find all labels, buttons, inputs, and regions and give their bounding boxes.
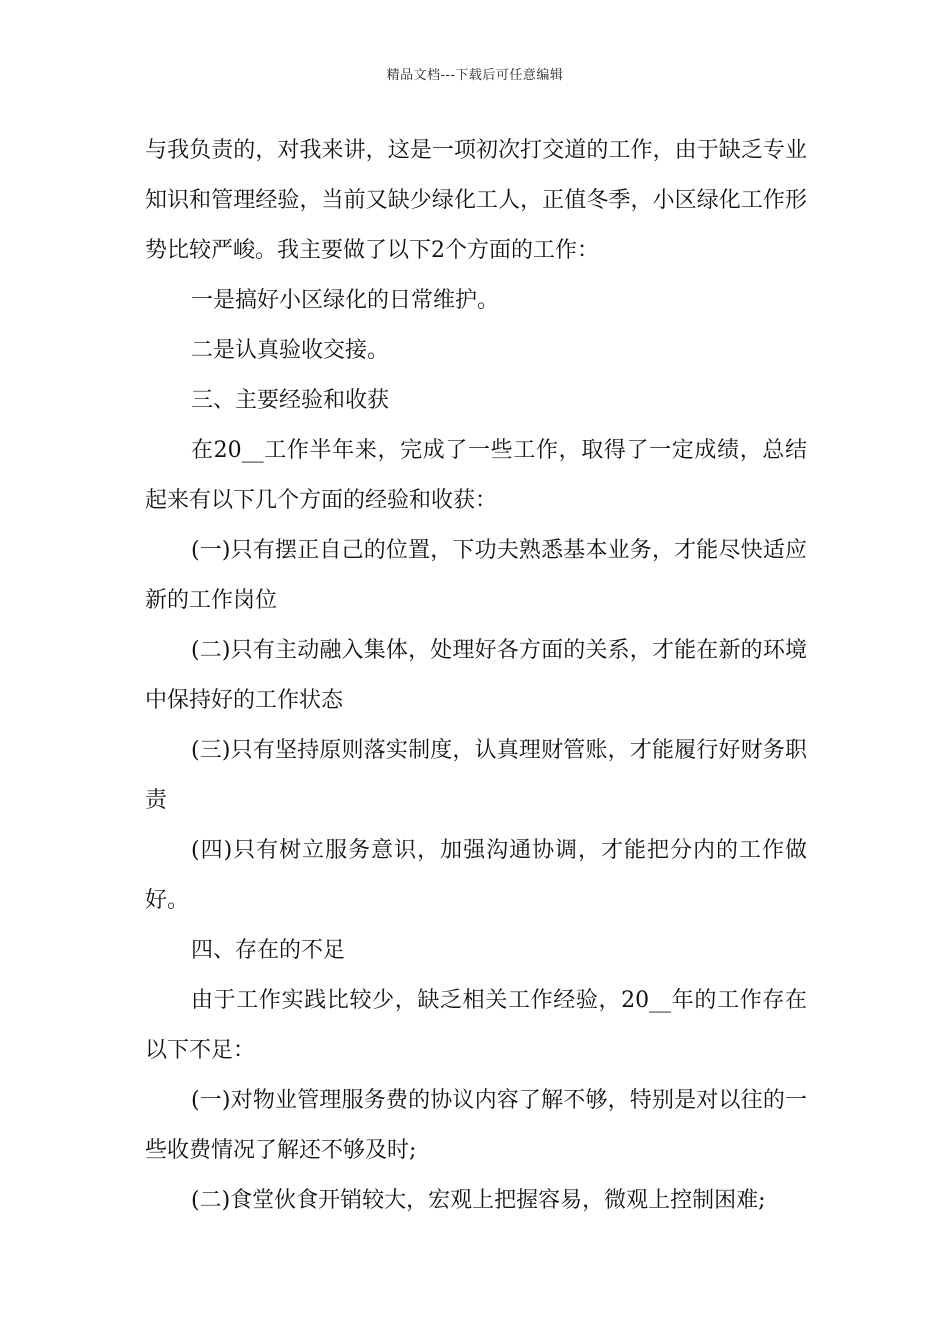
list-item: (三)只有坚持原则落实制度，认真理财管账，才能履行好财务职责 [145, 738, 807, 813]
paragraph: 与我负责的，对我来讲，这是一项初次打交道的工作，由于缺乏专业知识和管理经验，当前又缺少绿化工人，正值冬季，小区绿化工作形势比较严峻。我主要做了以下2个方面的工作： [145, 138, 807, 263]
paragraph: 由于工作实践比较少，缺乏相关工作经验，20__年的工作存在以下不足： [145, 988, 807, 1063]
section-heading: 三、主要经验和收获 [191, 388, 390, 413]
section-heading: 四、存在的不足 [191, 938, 346, 963]
paragraph: 二是认真验收交接。 [191, 338, 390, 363]
paragraph: 在20__工作半年来，完成了一些工作，取得了一定成绩，总结起来有以下几个方面的经验和收获： [145, 438, 807, 513]
document-body [145, 126, 807, 1226]
list-item: (四)只有树立服务意识，加强沟通协调，才能把分内的工作做好。 [145, 838, 807, 913]
list-item: (二)食堂伙食开销较大，宏观上把握容易，微观上控制困难; [191, 1188, 766, 1213]
paragraph: 一是搞好小区绿化的日常维护。 [191, 288, 500, 313]
list-item: (一)只有摆正自己的位置，下功夫熟悉基本业务，才能尽快适应新的工作岗位 [145, 538, 807, 613]
list-item: (二)只有主动融入集体，处理好各方面的关系，才能在新的环境中保持好的工作状态 [145, 638, 807, 713]
list-item: (一)对物业管理服务费的协议内容了解不够，特别是对以往的一些收费情况了解还不够及时; [145, 1088, 807, 1163]
page-header: 精品文档---下载后可任意编辑 [386, 68, 564, 83]
